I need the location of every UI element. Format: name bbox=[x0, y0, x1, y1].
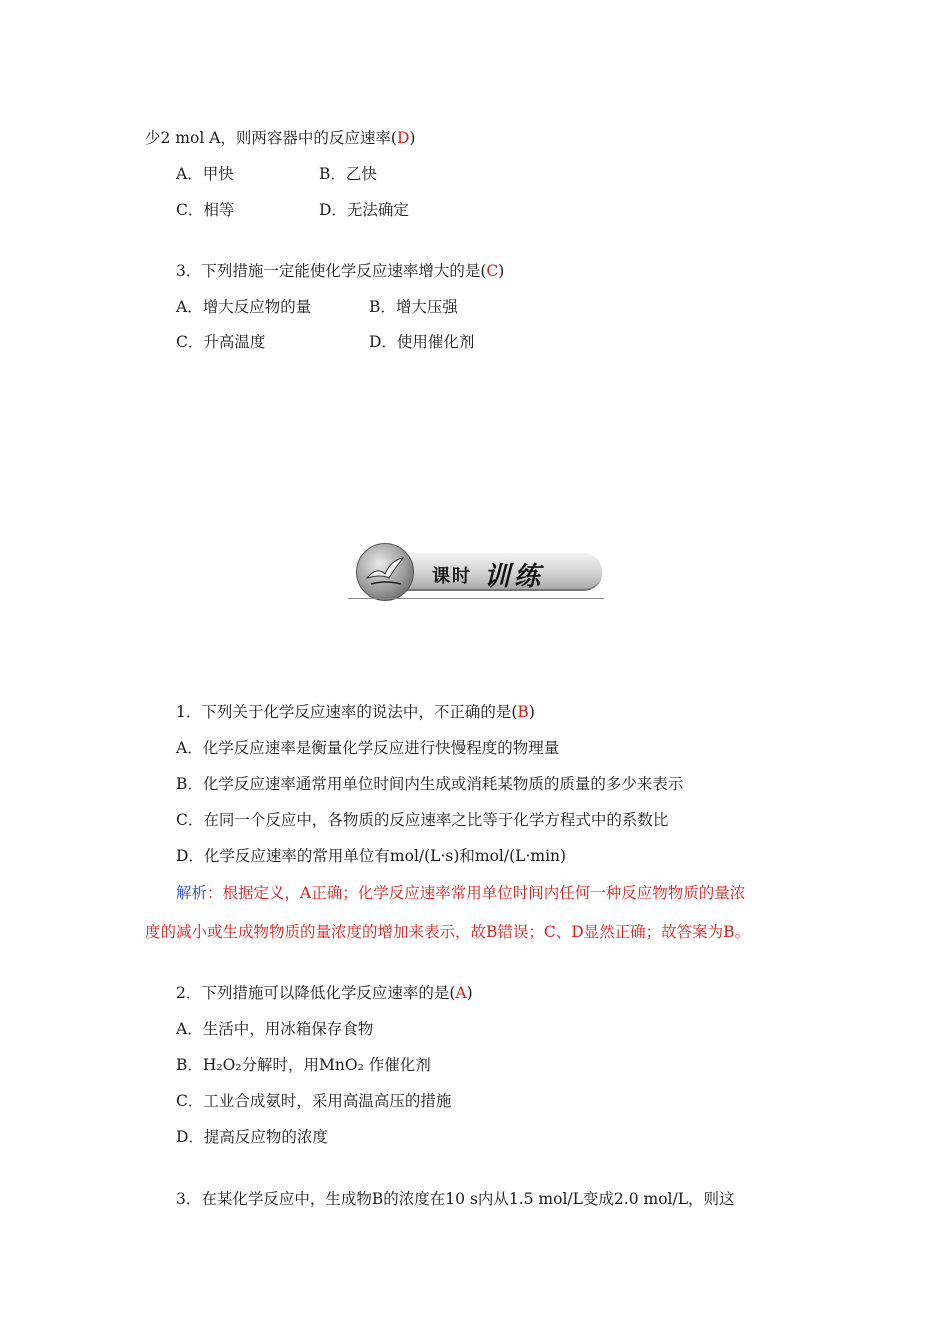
question-text: 3．下列措施一定能使化学反应速率增大的是( bbox=[176, 262, 487, 280]
question-2-tail bbox=[145, 128, 415, 148]
practice-question-1 bbox=[176, 702, 535, 722]
option-d: D．无法确定 bbox=[319, 201, 409, 219]
banner-label-1: 课时 bbox=[432, 566, 472, 587]
divider bbox=[348, 598, 604, 599]
question-3 bbox=[176, 261, 504, 281]
answer-letter: A bbox=[455, 984, 467, 1002]
paren-close: ) bbox=[498, 262, 505, 280]
option-a: A．化学反应速率是衡量化学反应进行快慢程度的物理量 bbox=[176, 739, 560, 757]
option-d: D．提高反应物的浓度 bbox=[176, 1128, 328, 1146]
bird-logo-icon bbox=[356, 543, 414, 601]
question-text: 2．下列措施可以降低化学反应速率的是( bbox=[176, 984, 456, 1002]
paren-close: ) bbox=[466, 984, 473, 1002]
option-c: C．在同一个反应中，各物质的反应速率之比等于化学方程式中的系数比 bbox=[176, 811, 669, 829]
explanation-line-1 bbox=[176, 883, 745, 903]
option-c: C．相等 bbox=[176, 201, 235, 219]
option-c: C．升高温度 bbox=[176, 333, 266, 351]
option-b: B．化学反应速率通常用单位时间内生成或消耗某物质的质量的多少来表示 bbox=[176, 775, 684, 793]
explanation-label: 解析 bbox=[176, 884, 208, 902]
paren-close: ) bbox=[409, 129, 416, 147]
practice-question-2 bbox=[176, 983, 473, 1003]
answer-letter: D bbox=[396, 129, 410, 147]
option-a: A．生活中，用冰箱保存食物 bbox=[176, 1020, 374, 1038]
option-d: D．化学反应速率的常用单位有mol/(L·s)和mol/(L·min) bbox=[176, 847, 567, 865]
banner-label-2: 训练 bbox=[484, 562, 545, 592]
explanation-line-2: 度的减小或生成物物质的量浓度的增加来表示，故B错误；C、D显然正确；故答案为B。 bbox=[145, 923, 751, 941]
answer-letter: B bbox=[517, 703, 529, 721]
option-c: C．工业合成氨时，采用高温高压的措施 bbox=[176, 1092, 452, 1110]
option-a: A．甲快 bbox=[176, 165, 234, 183]
practice-question-3: 3．在某化学反应中，生成物B的浓度在10 s内从1.5 mol/L变成2.0 mol/L，则这 bbox=[176, 1190, 735, 1208]
section-banner bbox=[348, 540, 604, 600]
explanation-text: ：根据定义，A正确；化学反应速率常用单位时间内任何一种反应物物质的量浓 bbox=[207, 884, 746, 902]
option-a: A．增大反应物的量 bbox=[176, 298, 312, 316]
option-d: D．使用催化剂 bbox=[369, 333, 475, 351]
option-b: B．乙快 bbox=[319, 165, 377, 183]
option-b: B．增大压强 bbox=[369, 298, 458, 316]
question-text: 少2 mol A，则两容器中的反应速率( bbox=[145, 129, 397, 147]
paren-close: ) bbox=[528, 703, 535, 721]
answer-letter: C bbox=[486, 262, 499, 280]
question-text: 1．下列关于化学反应速率的说法中，不正确的是( bbox=[176, 703, 518, 721]
option-b: B．H₂O₂分解时，用MnO₂ 作催化剂 bbox=[176, 1056, 431, 1074]
